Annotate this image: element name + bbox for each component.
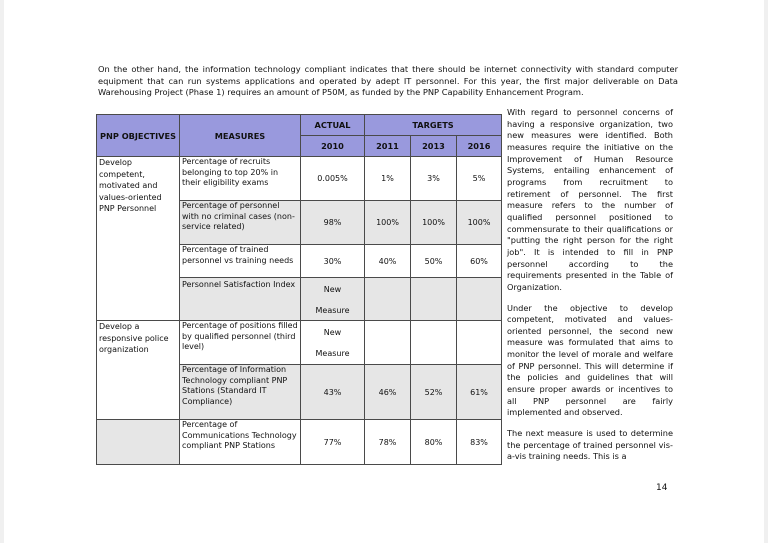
target-2016-cell: 61%	[457, 365, 502, 420]
target-2013-cell: 100%	[411, 201, 457, 245]
table-row	[97, 420, 502, 465]
header-actual: ACTUAL	[301, 115, 365, 136]
objective-cell-empty	[97, 420, 180, 465]
actual-line-1: New	[323, 328, 342, 337]
target-2011-cell: 100%	[365, 201, 411, 245]
target-2011-cell: 46%	[365, 365, 411, 420]
target-2011-cell: 40%	[365, 245, 411, 278]
target-2013-cell: 3%	[411, 157, 457, 201]
document-page	[4, 0, 764, 543]
side-paragraph: The next measure is used to determine the percentage of trained personnel vis-a-vis training needs. This is a	[507, 428, 673, 462]
measure-cell: Percentage of personnel with no criminal cases (non-service related)	[180, 201, 301, 245]
target-2011-cell: 78%	[365, 420, 411, 465]
target-2016-cell: 83%	[457, 420, 502, 465]
actual-line-2: Measure	[315, 349, 350, 358]
actual-cell	[301, 278, 365, 321]
table-row	[97, 157, 502, 201]
target-2016-cell	[457, 278, 502, 321]
header-year-2011: 2011	[365, 136, 411, 157]
header-targets: TARGETS	[365, 115, 502, 136]
intro-paragraph: On the other hand, the information technology compliant indicates that there should be internet connectivity with standard computer equipment that can run systems applications and operated by adept IT personnel. For this year, the first major deliverable on Data Warehousing Project (Phase 1) requires an amount of P50M, as funded by the PNP Capability Enhancement Program.	[98, 64, 678, 98]
target-2016-cell: 5%	[457, 157, 502, 201]
actual-line-1: New	[323, 284, 342, 294]
actual-cell: 30%	[301, 245, 365, 278]
target-2013-cell: 52%	[411, 365, 457, 420]
measure-cell: Percentage of trained personnel vs training needs	[180, 245, 301, 278]
target-2011-cell	[365, 321, 411, 365]
target-2016-cell	[457, 321, 502, 365]
measure-cell: Percentage of Communications Technology compliant PNP Stations	[180, 420, 301, 465]
measure-cell: Personnel Satisfaction Index	[180, 278, 301, 321]
target-2013-cell	[411, 321, 457, 365]
objectives-table	[96, 114, 502, 465]
actual-line-2: Measure	[315, 305, 350, 315]
side-paragraph: With regard to personnel concerns of having a responsive organization, two new measures were identified. Both measures require the initiative on the Improvement of Human Resource Systems, entailing enhancement of programs from recruitment to retirement of personnel. The first measure refers to the number of qualified personnel positioned to commensurate to their qualifications or "putting the right person for the right job". It is intended to fill in PNP personnel according to the requirements presented in the Table of Organization.	[507, 107, 673, 292]
header-year-2016: 2016	[457, 136, 502, 157]
actual-cell: 43%	[301, 365, 365, 420]
actual-cell: 0.005%	[301, 157, 365, 201]
header-year-2013: 2013	[411, 136, 457, 157]
measure-cell: Percentage of positions filled by qualified personnel (third level)	[180, 321, 301, 365]
header-measures: MEASURES	[180, 115, 301, 157]
objective-cell: Develop a responsive police organization	[97, 321, 180, 420]
target-2013-cell: 80%	[411, 420, 457, 465]
target-2013-cell: 50%	[411, 245, 457, 278]
target-2011-cell: 1%	[365, 157, 411, 201]
table-row	[97, 321, 502, 365]
target-2016-cell: 100%	[457, 201, 502, 245]
actual-cell: 77%	[301, 420, 365, 465]
actual-cell	[301, 321, 365, 365]
actual-cell: 98%	[301, 201, 365, 245]
header-year-2010: 2010	[301, 136, 365, 157]
side-column	[507, 107, 673, 463]
page-number: 14	[656, 483, 668, 493]
objective-cell: Develop competent, motivated and values-oriented PNP Personnel	[97, 157, 180, 321]
measure-cell: Percentage of recruits belonging to top 20% in their eligibility exams	[180, 157, 301, 201]
header-row	[97, 115, 502, 136]
header-objectives: PNP OBJECTIVES	[97, 115, 180, 157]
target-2016-cell: 60%	[457, 245, 502, 278]
target-2011-cell	[365, 278, 411, 321]
target-2013-cell	[411, 278, 457, 321]
measure-cell: Percentage of Information Technology compliant PNP Stations (Standard IT Compliance)	[180, 365, 301, 420]
side-paragraph: Under the objective to develop competent, motivated and values-oriented personnel, the second new measure was formulated that aims to monitor the level of morale and welfare of PNP personnel. This will determine if the policies and guidelines that will ensure proper awards or incentives to all PNP personnel are fairly implemented and observed.	[507, 302, 673, 418]
